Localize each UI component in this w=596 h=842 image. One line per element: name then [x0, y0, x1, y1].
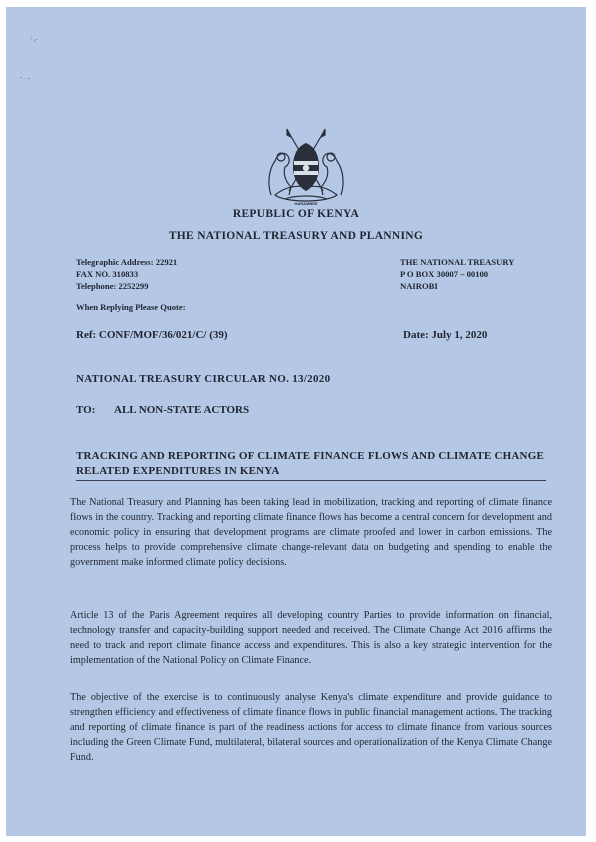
reference-number: Ref: CONF/MOF/36/021/C/ (39)	[76, 329, 228, 341]
subject-underline	[76, 480, 546, 481]
fax-number: FAX NO. 310833	[76, 269, 139, 279]
postal-city: NAIROBI	[400, 281, 438, 291]
contact-left-block	[76, 256, 177, 292]
body-paragraph: The objective of the exercise is to continuously analyse Kenya's climate expenditure and provide guidance to strengthen efficiency and effectiveness of climate finance flows in public financial management actions. The tracking and reporting of climate finance is part of the readiness actions for access to climate finance from various sources including the Green Climate Fund, multilateral, bilateral sources and operationalization of the Kenya Climate Change Fund.	[70, 692, 552, 763]
subject-heading: TRACKING AND REPORTING OF CLIMATE FINANCE FLOWS AND CLIMATE CHANGE RELATED EXPENDITURES IN KENYA	[76, 450, 544, 477]
republic-heading: REPUBLIC OF KENYA	[232, 208, 360, 220]
contact-right-block	[400, 256, 514, 292]
telephone-number: Telephone: 2252299	[76, 281, 149, 291]
telegraphic-address: Telegraphic Address: 22921	[76, 257, 178, 267]
body-paragraph: The National Treasury and Planning has been taking lead in mobilization, tracking and reporting of climate finance flows in the country. Tracking and reporting climate finance flows has become a central concern for development and economic policy in ensuring that development programs are climate proofed and lower in carbon emissions. The process helps to provide comprehensive climate change-relevant data on budgeting and spending to enable the government make informed climate policy decisions.	[70, 497, 552, 568]
scan-mark: / ,-	[30, 35, 38, 43]
scan-mark: - . ,	[20, 73, 30, 81]
circular-number: NATIONAL TREASURY CIRCULAR NO. 13/2020	[76, 373, 331, 385]
addressee-label: TO:	[76, 404, 96, 416]
letter-page	[6, 7, 586, 836]
kenya-coat-of-arms-icon	[261, 125, 351, 207]
reply-note: When Replying Please Quote:	[76, 302, 186, 312]
addressee-value: ALL NON-STATE ACTORS	[114, 404, 250, 416]
ministry-heading: THE NATIONAL TREASURY AND PLANNING	[168, 230, 424, 242]
postal-box: P O BOX 30007 – 00100	[400, 269, 489, 279]
addressee-line	[76, 404, 249, 416]
letter-date: Date: July 1, 2020	[403, 329, 488, 341]
postal-name: THE NATIONAL TREASURY	[400, 257, 515, 267]
body-paragraph: Article 13 of the Paris Agreement requires all developing country Parties to provide information on financial, technology transfer and capacity-building support needed and received. The Climate Change Act 2016 affirms the need to track and report climate finance access and expenditures. This is also a key strategic intervention for the implementation of the National Policy on Climate Finance.	[70, 610, 552, 666]
crest-motto: HARAMBEE	[294, 201, 318, 206]
